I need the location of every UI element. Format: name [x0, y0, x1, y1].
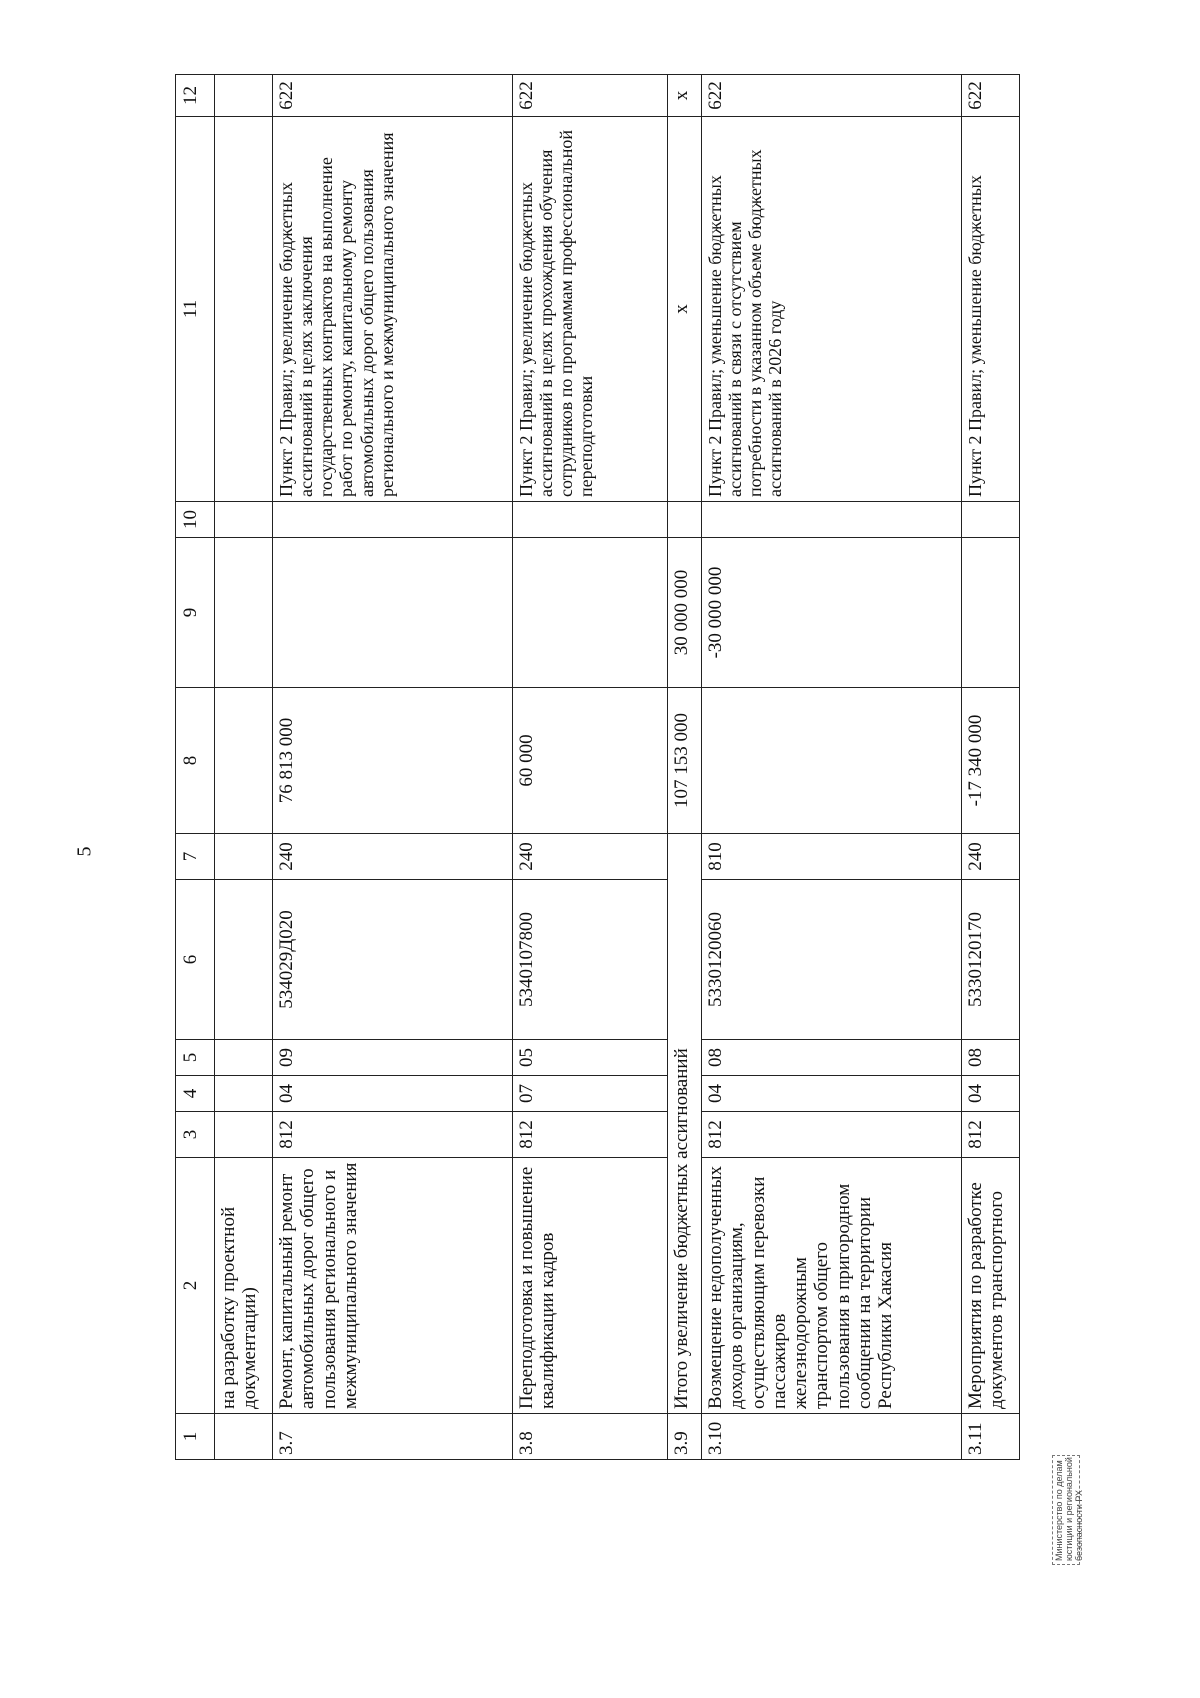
cell-gryas: 812: [273, 1112, 513, 1158]
cell-target-article: 5330120060: [702, 880, 962, 1040]
stamp-line: Министерство по делам: [1054, 1460, 1064, 1561]
cell-amount-9: 30 000 000: [668, 538, 702, 688]
row-description: Мероприятия по разработке документов транспортного: [962, 1158, 1020, 1414]
cell-amount-8: [215, 688, 273, 834]
cell-basis: Пункт 2 Правил; увеличение бюджетных ассигнований в целях заключения государственных контрактов на выполнение работ по ремонту, капитальному ремонту автомобильных дорог общего пользования регионального и межмуниципального значения: [273, 117, 513, 502]
cell-subsection: 09: [273, 1040, 513, 1076]
column-header: 10: [176, 502, 215, 538]
cell-target-article: 534029Д020: [273, 880, 513, 1040]
column-header: 8: [176, 688, 215, 834]
cell-amount-8: [702, 688, 962, 834]
row-description: Возмещение недополученных доходов организациям, осуществляющим перевозки пассажиров железнодорожным транспортом общего пользования в пригородном сообщении на территории Республики Хакасия: [702, 1158, 962, 1414]
column-header: 12: [176, 75, 215, 117]
cell-basis: Пункт 2 Правил; уменьшение бюджетных ассигнований в связи с отсутствием потребности в указанном объеме бюджетных ассигнований в 2026 году: [702, 117, 962, 502]
cell-amount-9: [962, 538, 1020, 688]
cell-section: 04: [273, 1076, 513, 1112]
cell-basis: [215, 117, 273, 502]
cell-amount-9: [513, 538, 668, 688]
document-table-container: [175, 75, 1100, 1460]
cell-amount-10: [513, 502, 668, 538]
cell-section: [215, 1076, 273, 1112]
cell-expense-type: [215, 834, 273, 880]
cell-amount-8: 107 153 000: [668, 688, 702, 834]
row-number: 3.11: [962, 1414, 1020, 1460]
table-row: [513, 75, 668, 1460]
cell-gryas: 812: [962, 1112, 1020, 1158]
cell-amount-10: [215, 502, 273, 538]
cell-amount-10: [962, 502, 1020, 538]
row-description: на разработку проектной документации): [215, 1158, 273, 1414]
row-description: Итого увеличение бюджетных ассигнований: [668, 834, 702, 1414]
cell-gryas: 812: [513, 1112, 668, 1158]
row-number: 3.9: [668, 1414, 702, 1460]
cell-section: 04: [962, 1076, 1020, 1112]
cell-subsection: 05: [513, 1040, 668, 1076]
cell-gryas: [215, 1112, 273, 1158]
table-row: [702, 75, 962, 1460]
cell-expense-type: 240: [513, 834, 668, 880]
cell-amount-10: [668, 502, 702, 538]
table-row: [273, 75, 513, 1460]
row-number: 3.8: [513, 1414, 668, 1460]
cell-basis: Пункт 2 Правил; уменьшение бюджетных: [962, 117, 1020, 502]
total-row: [668, 75, 702, 1460]
cell-subsection: [215, 1040, 273, 1076]
cell-basis: Пункт 2 Правил; увеличение бюджетных ассигнований в целях прохождения обучения сотрудников по программам профессиональной переподготовки: [513, 117, 668, 502]
column-header: 4: [176, 1076, 215, 1112]
cell-amount-8: 60 000: [513, 688, 668, 834]
cell-gryas: 812: [702, 1112, 962, 1158]
registration-stamp: [1052, 1455, 1084, 1565]
cell-subsection: 08: [962, 1040, 1020, 1076]
column-header: 5: [176, 1040, 215, 1076]
column-header: 1: [176, 1414, 215, 1460]
page-number: 5: [73, 846, 96, 857]
stamp-line: юстиции и региональной: [1063, 1457, 1074, 1561]
cell-amount-9: [273, 538, 513, 688]
cell-code: [215, 75, 273, 117]
column-header: 11: [176, 117, 215, 502]
cell-amount-8: -17 340 000: [962, 688, 1020, 834]
row-number: [215, 1414, 273, 1460]
cell-target-article: 5340107800: [513, 880, 668, 1040]
cell-amount-9: [215, 538, 273, 688]
column-header: 2: [176, 1158, 215, 1414]
cell-code: 622: [513, 75, 668, 117]
row-description: Переподготовка и повышение квалификации кадров: [513, 1158, 668, 1414]
cell-amount-8: 76 813 000: [273, 688, 513, 834]
cell-target-article: 5330120170: [962, 880, 1020, 1040]
column-header: 7: [176, 834, 215, 880]
row-description: Ремонт, капитальный ремонт автомобильных дорог общего пользования регионального и межмуниципального значения: [273, 1158, 513, 1414]
cell-subsection: 08: [702, 1040, 962, 1076]
stamp-line: безопасности РХ: [1073, 1490, 1084, 1561]
cell-expense-type: 240: [962, 834, 1020, 880]
cell-amount-10: [702, 502, 962, 538]
cell-amount-10: [273, 502, 513, 538]
table-row: [962, 75, 1020, 1460]
column-header-row: [176, 75, 215, 1460]
cell-expense-type: 240: [273, 834, 513, 880]
cell-code: 622: [702, 75, 962, 117]
cell-code: x: [668, 75, 702, 117]
cell-basis: x: [668, 117, 702, 502]
cell-expense-type: 810: [702, 834, 962, 880]
table-row: [215, 75, 273, 1460]
column-header: 3: [176, 1112, 215, 1158]
column-header: 6: [176, 880, 215, 1040]
cell-target-article: [215, 880, 273, 1040]
cell-code: 622: [273, 75, 513, 117]
row-number: 3.7: [273, 1414, 513, 1460]
cell-code: 622: [962, 75, 1020, 117]
cell-section: 04: [702, 1076, 962, 1112]
row-number: 3.10: [702, 1414, 962, 1460]
budget-table: [175, 74, 1020, 1460]
cell-section: 07: [513, 1076, 668, 1112]
column-header: 9: [176, 538, 215, 688]
cell-amount-9: -30 000 000: [702, 538, 962, 688]
